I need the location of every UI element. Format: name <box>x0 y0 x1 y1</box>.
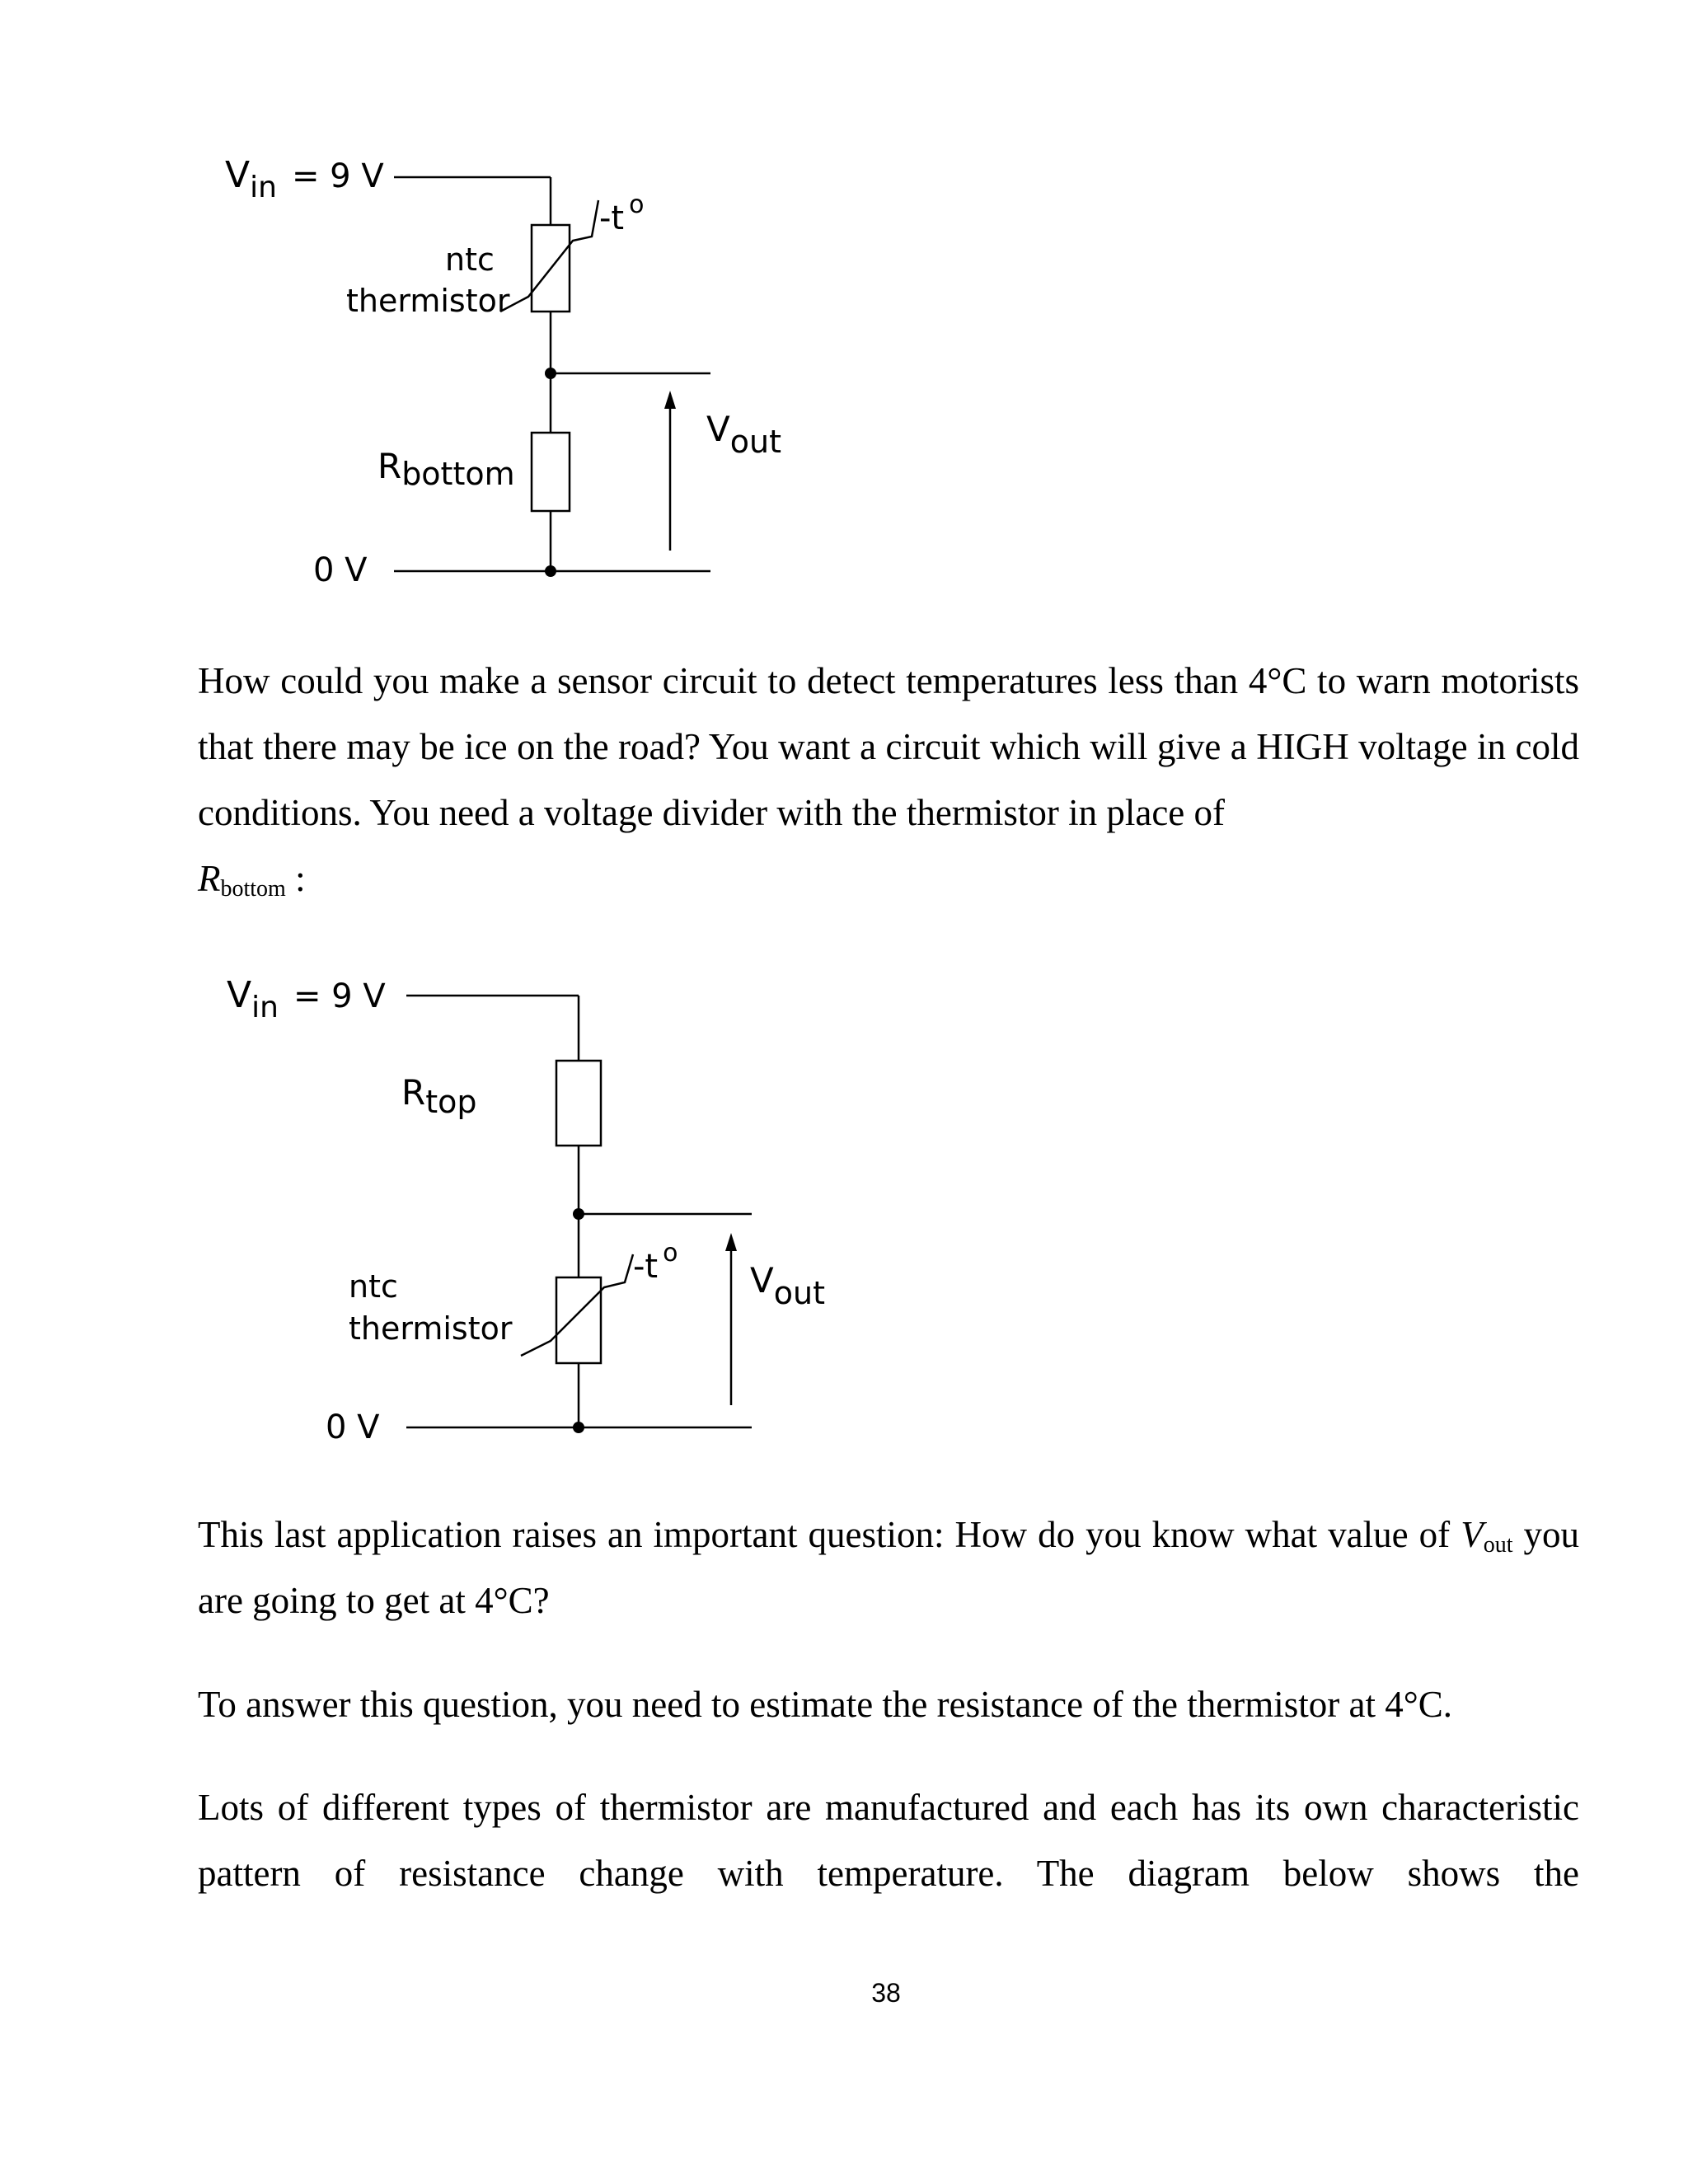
v-out-sub: out <box>1483 1532 1513 1558</box>
thermistor-label-line-2: thermistor <box>349 1310 513 1347</box>
vout-arrow-head <box>664 391 676 409</box>
svg-text:-to <box>599 190 644 237</box>
paragraph-1-text: How could you make a sensor circuit to detect temperatures less than 4°C to warn motorists that there may be ice on the road? You want a circuit which will give a HIGH voltage in cold conditions. You need a voltage divider with the thermistor in place of <box>198 660 1579 833</box>
ground-label: 0 V <box>313 551 368 589</box>
resistor-label: R <box>377 446 402 486</box>
page-number: 38 <box>871 1978 901 2008</box>
paragraph-2-text: This last application raises an important question: How do you know what value of <box>198 1514 1461 1555</box>
vout-arrow-head <box>725 1233 737 1251</box>
temp-symbol: -t <box>599 199 625 237</box>
circuit-diagram-1 <box>0 140 907 602</box>
paragraph-4-text: Lots of different types of thermistor are manufactured and each has its own characteristic pattern of resistance change with temperature. The diagram below shows the <box>198 1787 1579 1894</box>
resistor-sub: top <box>425 1084 477 1120</box>
temp-degree: o <box>629 190 645 219</box>
resistor-bottom-symbol <box>532 433 570 511</box>
vin-sub: in <box>250 171 277 204</box>
svg-text:Vout <box>706 409 781 460</box>
vout-sub: out <box>729 424 781 460</box>
paragraph-4 <box>198 1774 1579 1906</box>
junction-dot <box>573 1208 584 1220</box>
temp-symbol: -t <box>633 1248 659 1286</box>
thermistor-label-line-1: ntc <box>445 241 495 278</box>
paragraph-3-text: To answer this question, you need to estimate the resistance of the thermistor at 4°C. <box>198 1684 1452 1725</box>
thermistor-label-line-2: thermistor <box>346 283 510 319</box>
vin-label: V <box>227 974 252 1016</box>
vin-sub: in <box>251 991 279 1024</box>
vin-value: = 9 V <box>291 157 384 195</box>
v-out-symbol: V <box>1461 1514 1484 1555</box>
resistor-top-symbol <box>556 1061 601 1146</box>
vout-label: V <box>706 409 730 449</box>
resistor-label: R <box>401 1072 426 1113</box>
r-bottom-sub: bottom <box>220 876 286 902</box>
paragraph-2-text-after: you are going to get at 4°C? <box>198 1514 1580 1621</box>
paragraph-1 <box>198 648 1579 912</box>
temp-degree: o <box>663 1239 678 1268</box>
vin-label: V <box>225 154 251 196</box>
svg-text:Rtop <box>401 1072 476 1120</box>
paragraph-1-suffix: : <box>285 858 306 899</box>
junction-dot <box>573 1422 584 1433</box>
resistor-sub: bottom <box>401 456 515 492</box>
thermistor-label-line-1: ntc <box>349 1268 398 1305</box>
paragraph-3 <box>198 1671 1579 1737</box>
svg-text:Vout <box>750 1260 825 1311</box>
svg-text:Rbottom <box>377 446 515 492</box>
vin-value: = 9 V <box>293 977 386 1015</box>
vout-sub: out <box>773 1275 825 1311</box>
svg-text:Vin= 9 V <box>225 154 384 204</box>
ntc-thermistor-symbol <box>556 1277 601 1363</box>
paragraph-2 <box>198 1502 1579 1633</box>
junction-dot <box>545 368 556 379</box>
r-bottom-symbol: R <box>198 858 221 899</box>
junction-dot <box>545 565 556 577</box>
vout-label: V <box>750 1260 774 1301</box>
svg-text:Vin= 9 V <box>227 974 386 1024</box>
circuit-diagram-2 <box>0 964 907 1459</box>
svg-text:-to <box>633 1239 678 1286</box>
ground-label: 0 V <box>326 1408 380 1446</box>
